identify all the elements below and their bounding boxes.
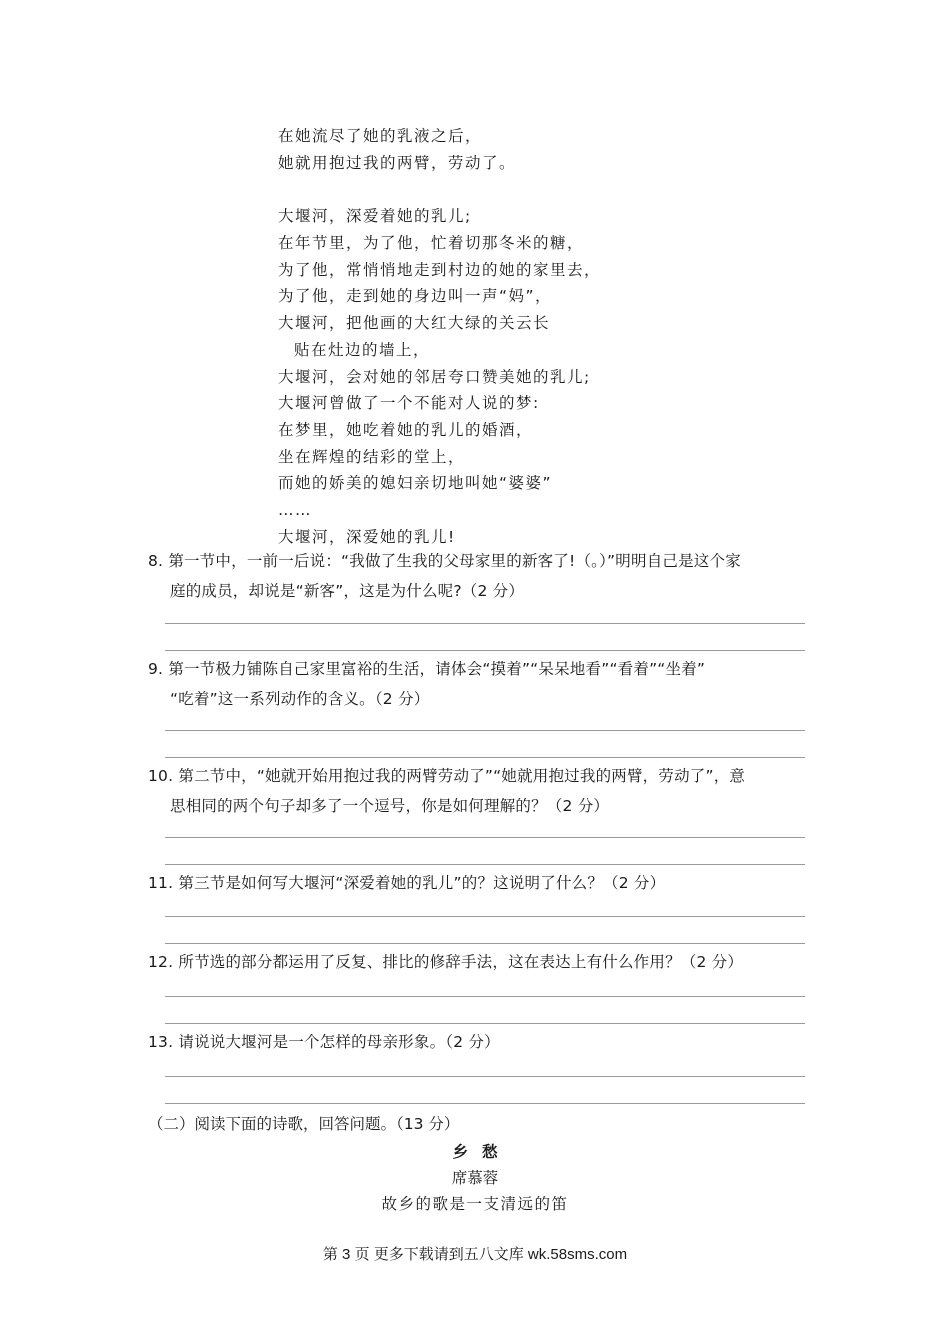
question-text: 8. 第一节中，一前一后说：“我做了生我的父母家里的新客了!（。）”明明自己是这个家 (148, 552, 741, 570)
stanza-gap (278, 176, 798, 203)
poem-line: 在她流尽了她的乳液之后， (278, 127, 483, 145)
poem-line: 而她的娇美的媳妇亲切地叫她“婆婆” (278, 474, 553, 493)
question-text: 13. 请说说大堰河是一个怎样的母亲形象。（2 分） (148, 1033, 500, 1051)
poem-line: 在年节里，为了他，忙着切那冬米的糖， (278, 234, 585, 253)
question-9 (148, 654, 818, 714)
page-footer: 第 3 页 更多下载请到五八文库 wk.58sms.com (322, 1246, 628, 1263)
question-text: 11. 第三节是如何写大堰河“深爱着她的乳儿”的？这说明了什么？（2 分） (148, 874, 666, 892)
poem-line: 大堰河，把他画的大红大绿的关云长 (278, 314, 551, 333)
poem-title-wrap (0, 1140, 950, 1162)
poem-line: 大堰河，会对她的邻居夸口赞美她的乳儿; (278, 367, 591, 386)
poem-line: 她就用抱过我的两臂，劳动了。 (278, 153, 517, 172)
poem-line: 在梦里，她吃着她的乳儿的婚酒， (278, 420, 534, 439)
poem-line: 大堰河，深爱着她的乳儿; (278, 207, 472, 226)
answer-line[interactable] (165, 650, 805, 651)
poem-title: 乡愁 (452, 1143, 512, 1161)
answer-line[interactable] (165, 623, 805, 624)
answer-line[interactable] (165, 1103, 805, 1104)
answer-line[interactable] (165, 943, 805, 944)
answer-line[interactable] (165, 837, 805, 838)
question-text: 10. 第二节中，“她就开始用抱过我的两臂劳动了”“她就用抱过我的两臂，劳动了”，意 (148, 767, 746, 785)
question-text: “吃着”这一系列动作的含义。（2 分） (170, 690, 430, 708)
question-text: 12. 所节选的部分都运用了反复、排比的修辞手法，这在表达上有什么作用？（2 分） (148, 953, 744, 971)
answer-line[interactable] (165, 996, 805, 997)
answer-line[interactable] (165, 916, 805, 917)
question-8 (148, 546, 818, 606)
poem-line: …… (278, 500, 312, 519)
poem-line: 大堰河，深爱她的乳儿! (278, 527, 456, 546)
answer-line[interactable] (165, 757, 805, 758)
section-heading: （二）阅读下面的诗歌，回答问题。（13 分） (148, 1115, 460, 1133)
answer-line[interactable] (165, 1076, 805, 1077)
poem-line: 坐在辉煌的结彩的堂上， (278, 447, 466, 466)
question-10 (148, 761, 818, 821)
poem-line: 为了他，常悄悄地走到村边的她的家里去， (278, 260, 602, 279)
poem-first-line: 故乡的歌是一支清远的笛 (381, 1195, 569, 1213)
answer-line[interactable] (165, 1023, 805, 1024)
poem-excerpt (278, 123, 798, 550)
poem-author: 席慕蓉 (451, 1169, 499, 1187)
poem-line: 为了他，走到她的身边叫一声“妈”， (278, 287, 553, 306)
question-text: 思相同的两个句子却多了一个逗号，你是如何理解的？（2 分） (170, 797, 610, 815)
question-12 (148, 947, 818, 977)
answer-line[interactable] (165, 864, 805, 865)
poem-line: 贴在灶边的墙上， (294, 340, 431, 359)
question-text: 庭的成员，却说是“新客”，这是为什么呢?（2 分） (170, 582, 525, 600)
poem-line: 大堰河曾做了一个不能对人说的梦: (278, 394, 540, 413)
question-11 (148, 868, 818, 898)
question-13 (148, 1027, 818, 1057)
question-text: 9. 第一节极力铺陈自己家里富裕的生活，请体会“摸着”“呆呆地看”“看着”“坐着” (148, 660, 706, 678)
answer-line[interactable] (165, 730, 805, 731)
